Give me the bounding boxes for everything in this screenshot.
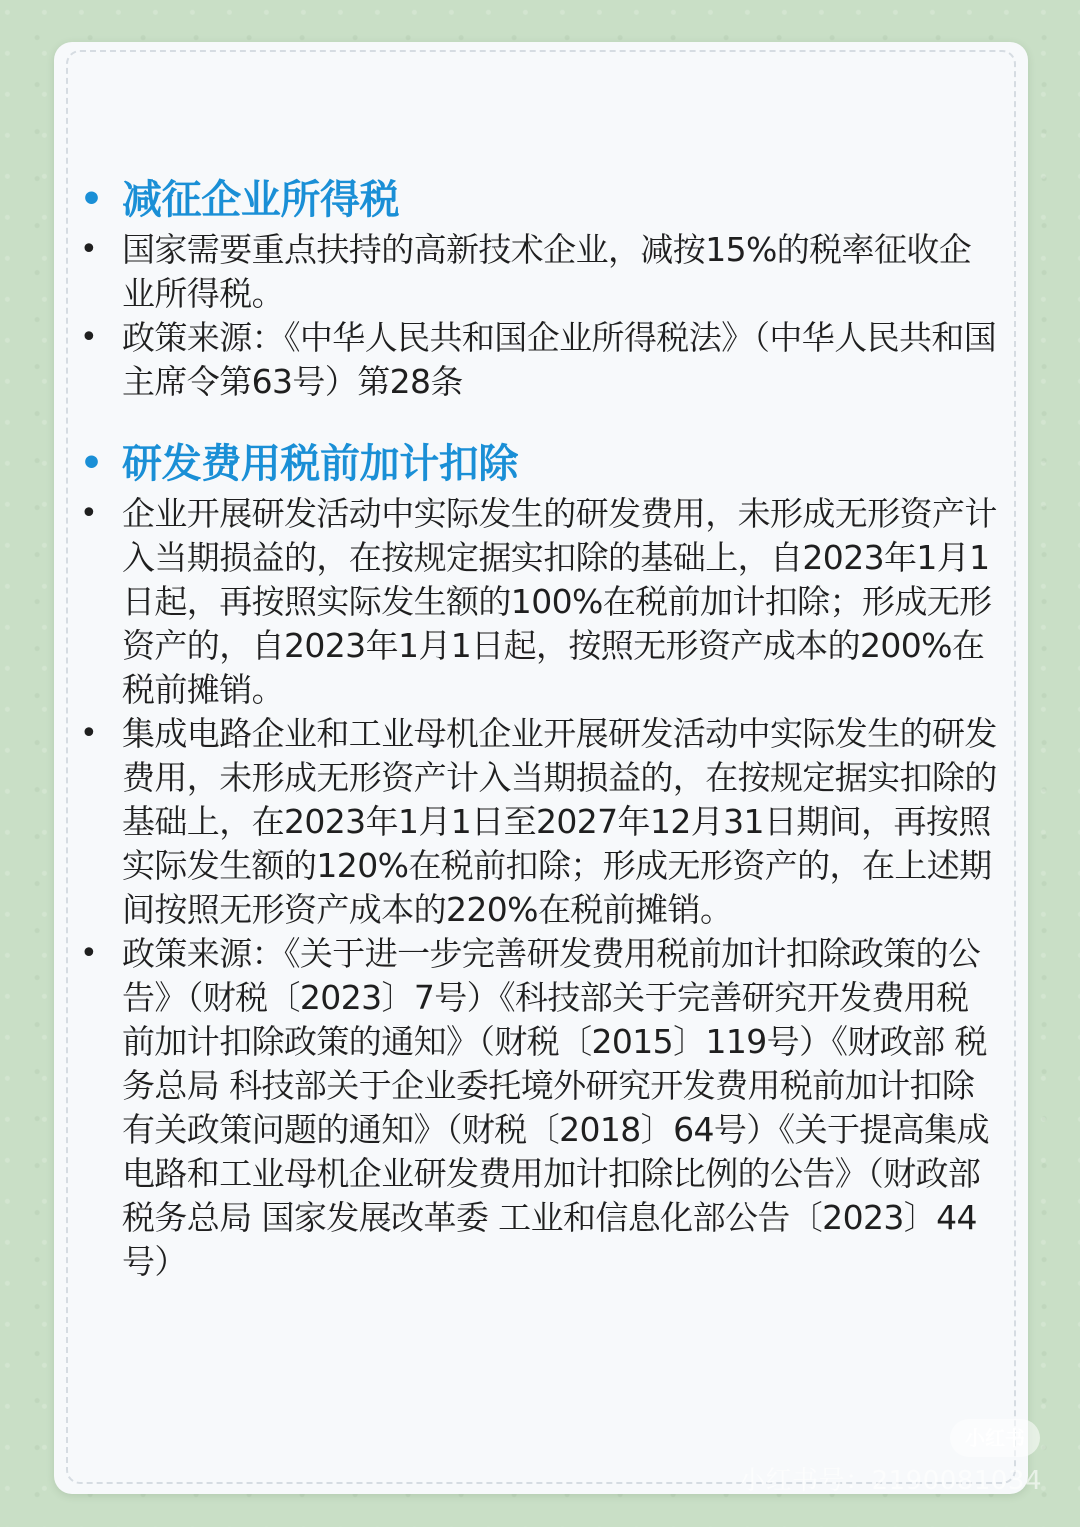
xiaohongshu-logo-badge: 小红书 <box>950 1419 1040 1457</box>
content-card <box>54 42 1028 1494</box>
watermark-id: 小红书号：2190081034 <box>739 1466 1042 1496</box>
list-item: • 企业开展研发活动中实际发生的研发费用，未形成无形资产计入当期损益的，在按规定据实扣除的基础上，自2023年1月1日起，再按照实际发生额的100%在税前加计扣除；形成无形资产的，自2023年1月1日起，按照无形资产成本的200%在税前摊销。 <box>78 492 1000 712</box>
policy-list <box>78 174 1000 1318</box>
list-item: • 国家需要重点扶持的高新技术企业，减按15%的税率征收企业所得税。 <box>78 228 1000 316</box>
section-heading: • 减征企业所得税 <box>78 174 1000 226</box>
section-heading: • 研发费用税前加计扣除 <box>78 438 1000 490</box>
section-income-tax <box>78 174 1000 404</box>
list-item: • 政策来源：《关于进一步完善研发费用税前加计扣除政策的公告》（财税〔2023〕7号）《科技部关于完善研究开发费用税前加计扣除政策的通知》（财税〔2015〕119号）《财政部 税务总局 科技部关于企业委托境外研究开发费用税前加计扣除有关政策问题的通知》（财税〔2018〕64号）《关于提高集成电路和工业母机企业研发费用加计扣除比例的公告》（财政部 税务总局 国家发展改革委 工业和信息化部公告〔2023〕44号） <box>78 932 1000 1284</box>
section-rd-deduction <box>78 438 1000 1284</box>
list-item: • 政策来源：《中华人民共和国企业所得税法》（中华人民共和国主席令第63号）第28条 <box>78 316 1000 404</box>
list-item: • 集成电路企业和工业母机企业开展研发活动中实际发生的研发费用，未形成无形资产计入当期损益的，在按规定据实扣除的基础上，在2023年1月1日至2027年12月31日期间，再按照实际发生额的120%在税前扣除；形成无形资产的，在上述期间按照无形资产成本的220%在税前摊销。 <box>78 712 1000 932</box>
